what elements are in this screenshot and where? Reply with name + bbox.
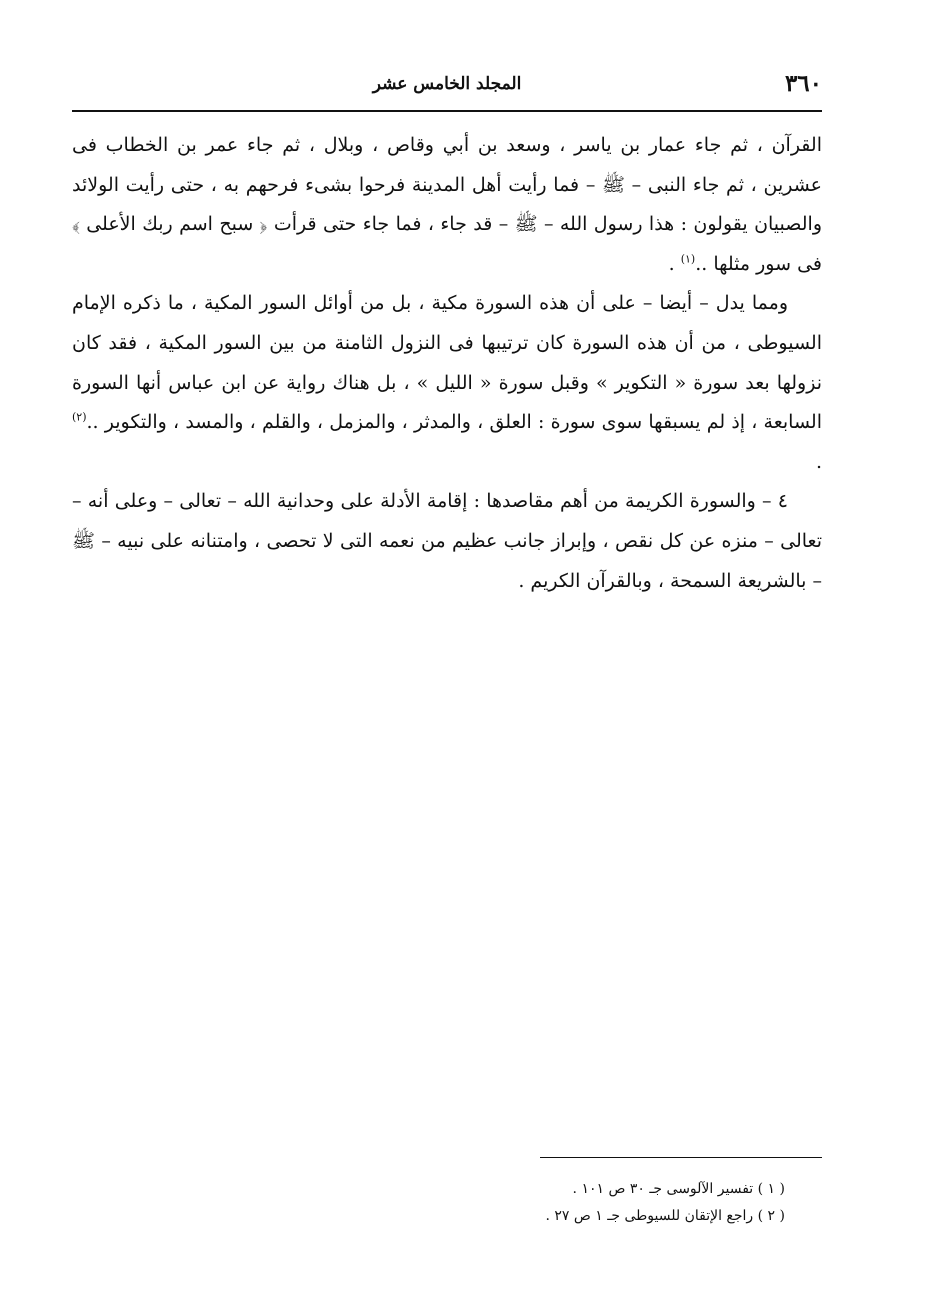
paragraph-3	[72, 482, 822, 601]
footnote-marker-2: (٢)	[72, 410, 87, 424]
footnote-2: ( ٢ ) راجع الإتقان للسيوطى جـ ١ ص ٢٧ .	[545, 1208, 785, 1224]
footnote-marker-1: (١)	[680, 252, 696, 266]
footnotes	[440, 1176, 785, 1230]
paragraph-1	[72, 126, 822, 284]
page-header	[72, 70, 822, 104]
paragraph-2-text: ومما يدل – أيضا – على أن هذه السورة مكية ، بل من أوائل السور المكية ، ما ذكره الإمام السيوطى ، من أن هذه السورة كان ترتيبها فى النزول الثامنة من بين السور المكية ، فقد كان نزولها بعد سورة « التكوير » وقبل سورة « الليل » ، بل هناك رواية عن ابن عباس أنها السورة السابعة ، إذ لم يسبقها سوى سورة : العلق ، والمدثر ، والمزمل ، والقلم ، والمسد ، والتكوير ..	[72, 292, 822, 434]
paragraph-1-end: .	[668, 252, 681, 275]
header-divider	[72, 110, 822, 112]
main-text	[72, 126, 822, 601]
paragraph-3-text: ٤ – والسورة الكريمة من أهم مقاصدها : إقامة الأدلة على وحدانية الله – تعالى – وعلى أنه – تعالى – منزه عن كل نقص ، وإبراز جانب عظيم من نعمه التى لا تحصى ، وامتنانه على نبيه – ﷺ – بالشريعة السمحة ، وبالقرآن الكريم .	[72, 490, 822, 592]
paragraph-1-text: القرآن ، ثم جاء عمار بن ياسر ، وسعد بن أبي وقاص ، وبلال ، ثم جاء عمر بن الخطاب فى عشرين ، ثم جاء النبى – ﷺ – فما رأيت أهل المدينة فرحوا بشىء فرحهم به ، حتى رأيت الولائد والصبيان يقولون : هذا رسول الله – ﷺ – قد جاء ، فما جاء حتى قرأت ﴿ سبح اسم ربك الأعلى ﴾ فى سور مثلها ..	[72, 134, 823, 275]
page-number: ٣٦٠	[784, 70, 822, 97]
footnote-divider	[540, 1157, 822, 1158]
running-title: المجلد الخامس عشر	[372, 74, 522, 94]
paragraph-2-end: .	[815, 450, 822, 473]
footnote-1: ( ١ ) تفسير الآلوسى جـ ٣٠ ص ١٠١ .	[572, 1181, 785, 1197]
paragraph-2	[72, 284, 822, 482]
